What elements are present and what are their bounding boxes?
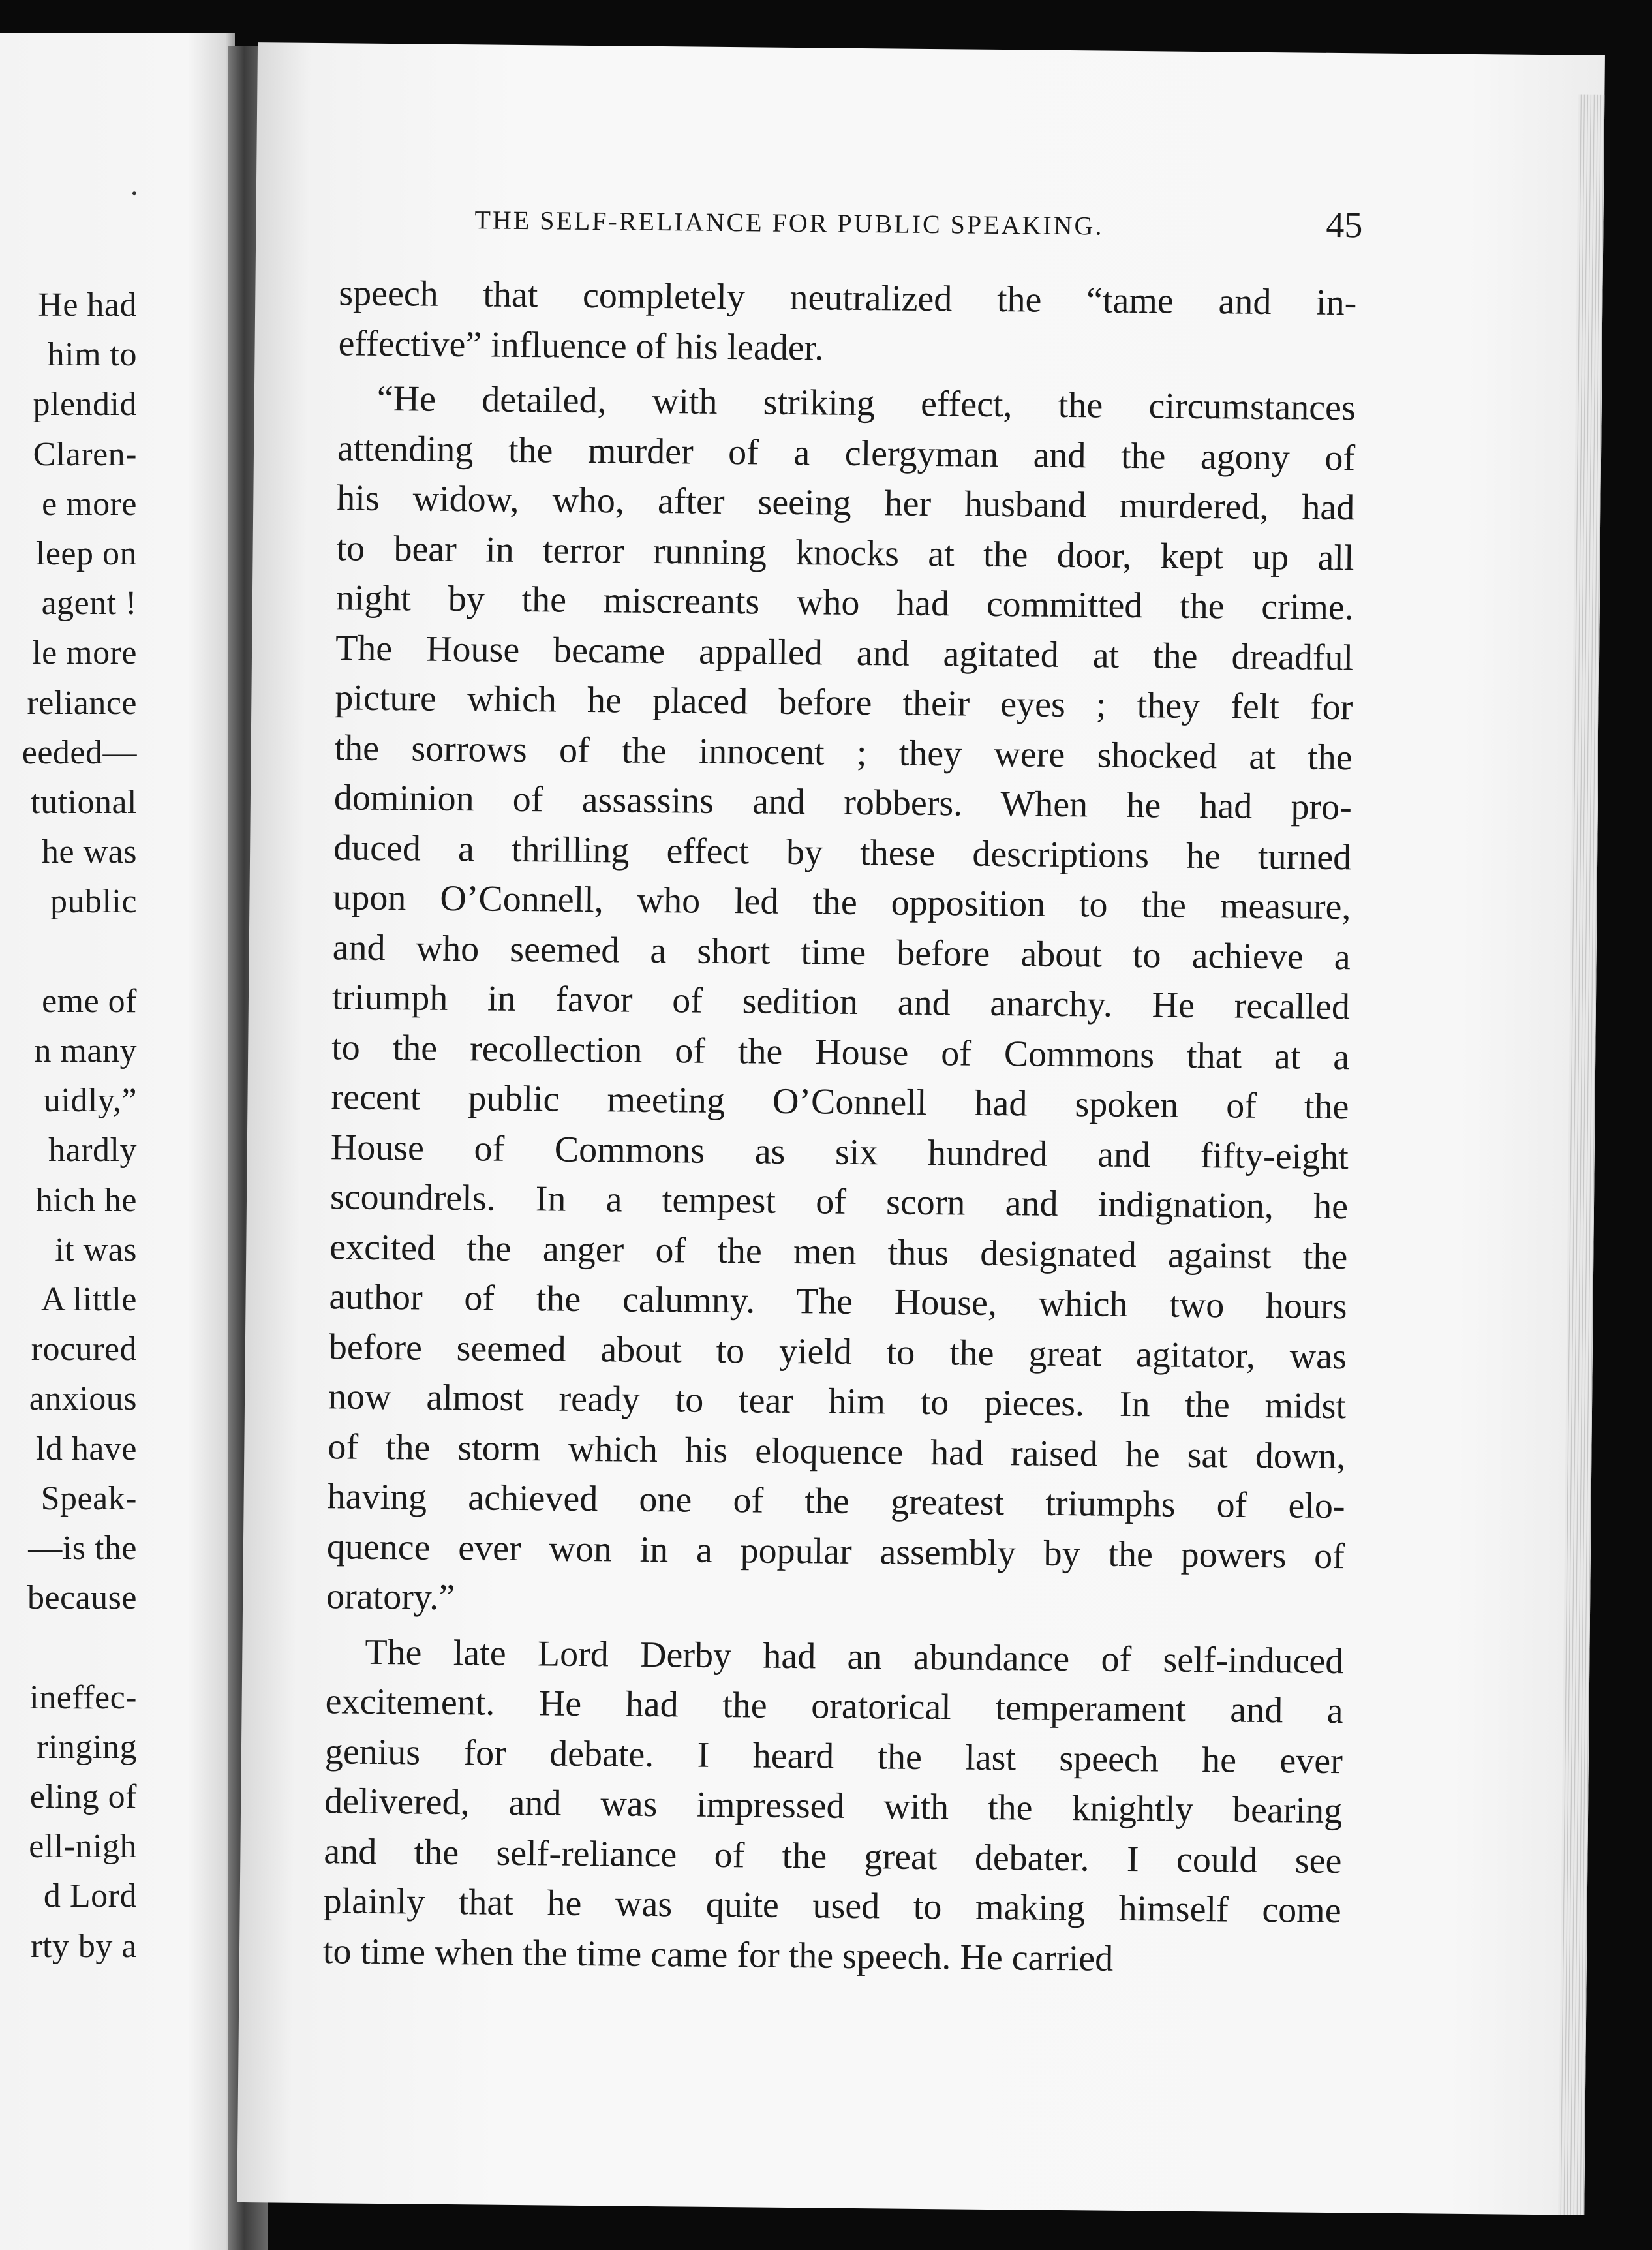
page-number: 45: [1326, 204, 1363, 246]
text-line: having achieved one of the greatest triumphs of elo-: [327, 1476, 1345, 1527]
speck: [132, 191, 136, 195]
left-page-line: eme of: [42, 982, 137, 1020]
text-line: House of Commons as six hundred and fifty-eight: [330, 1126, 1349, 1177]
left-page-line: rocured: [31, 1331, 137, 1368]
text-line: and the self-reliance of the great debater. I could see: [324, 1830, 1342, 1881]
text-line: effective” influence of his leader.: [338, 322, 824, 368]
left-page-line: he was: [42, 833, 137, 871]
left-page-line: ell-nigh: [29, 1828, 137, 1866]
text-line: to time when the time came for the speech. He carried: [322, 1930, 1114, 1979]
right-page: [237, 42, 1605, 2215]
text-line: The House became appalled and agitated at the dreadful: [335, 627, 1354, 678]
left-page-line: He had: [38, 286, 137, 324]
left-page-line: because: [27, 1579, 137, 1617]
left-page-line: uidly,”: [43, 1082, 137, 1120]
text-line: The late Lord Derby had an abundance of self-induced: [365, 1631, 1344, 1682]
text-line: plainly that he was quite used to making himself come: [323, 1881, 1341, 1932]
text-line: the sorrows of the innocent ; they were shocked at the: [334, 727, 1353, 778]
running-head: THE SELF-RELIANCE FOR PUBLIC SPEAKING.: [474, 205, 1104, 241]
text-line: upon O’Connell, who led the opposition to the measure,: [333, 877, 1351, 928]
page-edge: [1558, 95, 1604, 2215]
paragraph: [326, 373, 1356, 1631]
text-line: before seemed about to yield to the great agitator, was: [328, 1326, 1347, 1377]
text-line: “He detailed, with striking effect, the circumstances: [376, 378, 1356, 429]
text-line: attending the murder of a clergyman and the agony of: [337, 427, 1356, 478]
paragraph: [338, 268, 1356, 378]
text-line: oratory.”: [326, 1576, 455, 1618]
left-page-line: e more: [42, 485, 137, 523]
text-line: author of the calumny. The House, which two hours: [329, 1276, 1347, 1327]
text-line: recent public meeting O’Connell had spoken of the: [331, 1077, 1349, 1128]
left-page-line: ringing: [37, 1728, 137, 1766]
left-page-line: le more: [32, 634, 137, 672]
left-page-line: rty by a: [31, 1927, 137, 1965]
text-line: quence ever won in a popular assembly by the powers of: [326, 1526, 1345, 1577]
left-page-line: d Lord: [43, 1877, 137, 1915]
left-page-line: leep on: [35, 535, 137, 572]
text-line: excited the anger of the men thus designated against the: [329, 1226, 1348, 1277]
text-line: now almost ready to tear him to pieces. In the midst: [328, 1376, 1347, 1427]
left-page-line: anxious: [29, 1380, 137, 1418]
left-page-line: public: [50, 883, 137, 921]
left-facing-page: [0, 33, 235, 2250]
text-line: dominion of assassins and robbers. When he had pro-: [333, 777, 1353, 828]
left-page-line: reliance: [27, 684, 137, 722]
left-page-line: agent !: [41, 585, 137, 623]
body-text: [323, 268, 1357, 1986]
left-page-line: Claren-: [33, 435, 137, 473]
text-line: picture which he placed before their eyes ; they felt for: [335, 677, 1353, 728]
text-line: to the recollection of the House of Commons that at a: [331, 1026, 1350, 1077]
left-page-line: hardly: [48, 1132, 137, 1169]
text-line: and who seemed a short time before about to achieve a: [332, 927, 1351, 978]
text-line: excitement. He had the oratorical temperament and a: [325, 1681, 1343, 1732]
text-line: genius for debate. I heard the last speech he ever: [324, 1731, 1343, 1781]
text-line: to bear in terror running knocks at the door, kept up all: [336, 527, 1354, 578]
paragraph: [323, 1627, 1344, 1986]
left-page-line: ineffec-: [29, 1678, 137, 1716]
left-page-line: it was: [55, 1231, 137, 1269]
left-page-line: him to: [47, 336, 137, 374]
text-line: speech that completely neutralized the “tame and in-: [339, 273, 1357, 324]
left-page-line: —is the: [28, 1530, 137, 1567]
text-line: of the storm which his eloquence had raised he sat down,: [328, 1426, 1346, 1477]
text-line: triumph in favor of sedition and anarchy. He recalled: [331, 977, 1351, 1028]
text-line: night by the miscreants who had committed the crime.: [335, 578, 1354, 628]
left-page-line: eeded—: [22, 733, 137, 771]
text-line: his widow, who, after seeing her husband murdered, had: [337, 478, 1355, 529]
left-page-line: hich he: [35, 1181, 137, 1219]
left-page-line: Speak-: [40, 1479, 137, 1517]
text-line: duced a thrilling effect by these descriptions he turned: [333, 827, 1352, 878]
left-page-line: A little: [41, 1281, 137, 1318]
left-page-line: n many: [34, 1032, 137, 1070]
left-page-line: eling of: [29, 1778, 137, 1815]
left-page-line: plendid: [33, 386, 137, 424]
left-page-line: tutional: [31, 784, 137, 821]
text-line: delivered, and was impressed with the knightly bearing: [324, 1781, 1343, 1832]
text-line: scoundrels. In a tempest of scorn and indignation, he: [329, 1177, 1349, 1227]
left-page-line: ld have: [35, 1430, 137, 1468]
